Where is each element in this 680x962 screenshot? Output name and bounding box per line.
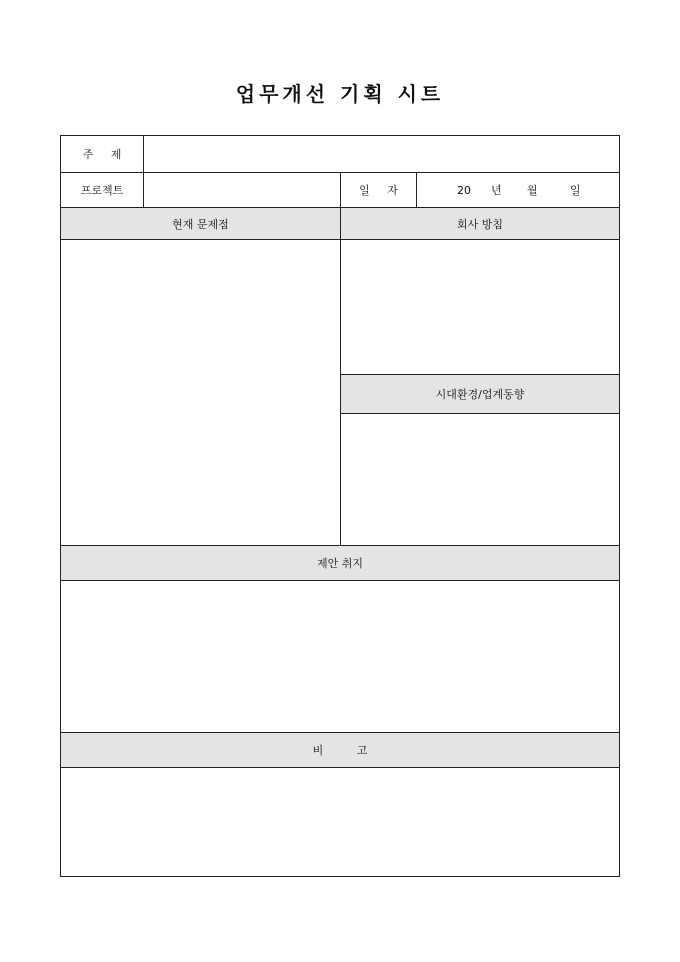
date-day-unit: 일	[570, 184, 581, 197]
proposal-purpose-field[interactable]	[61, 580, 619, 732]
date-year: 20	[457, 183, 471, 197]
date-field[interactable]	[417, 172, 619, 207]
page-title: 업무개선 기획 시트	[235, 82, 445, 106]
date-year-unit: 년	[491, 184, 502, 197]
current-problems-field[interactable]	[61, 239, 341, 545]
proposal-purpose-header: 제안 취지	[61, 545, 619, 580]
project-label: 프로젝트	[61, 172, 144, 207]
company-policy-header: 회사 방침	[341, 207, 619, 239]
company-policy-field[interactable]	[341, 239, 619, 374]
subject-label: 주 제	[61, 136, 144, 172]
subject-field[interactable]	[144, 136, 619, 172]
trends-header: 시대환경/업계동향	[341, 374, 619, 413]
date-label: 일 자	[341, 172, 417, 207]
current-problems-header: 현재 문제점	[61, 207, 341, 239]
project-field[interactable]	[144, 172, 341, 207]
trends-field[interactable]	[341, 413, 619, 545]
planning-sheet-table	[60, 135, 620, 877]
remarks-field[interactable]	[61, 767, 619, 876]
remarks-header: 비 고	[61, 732, 619, 767]
date-month-unit: 월	[527, 184, 538, 197]
